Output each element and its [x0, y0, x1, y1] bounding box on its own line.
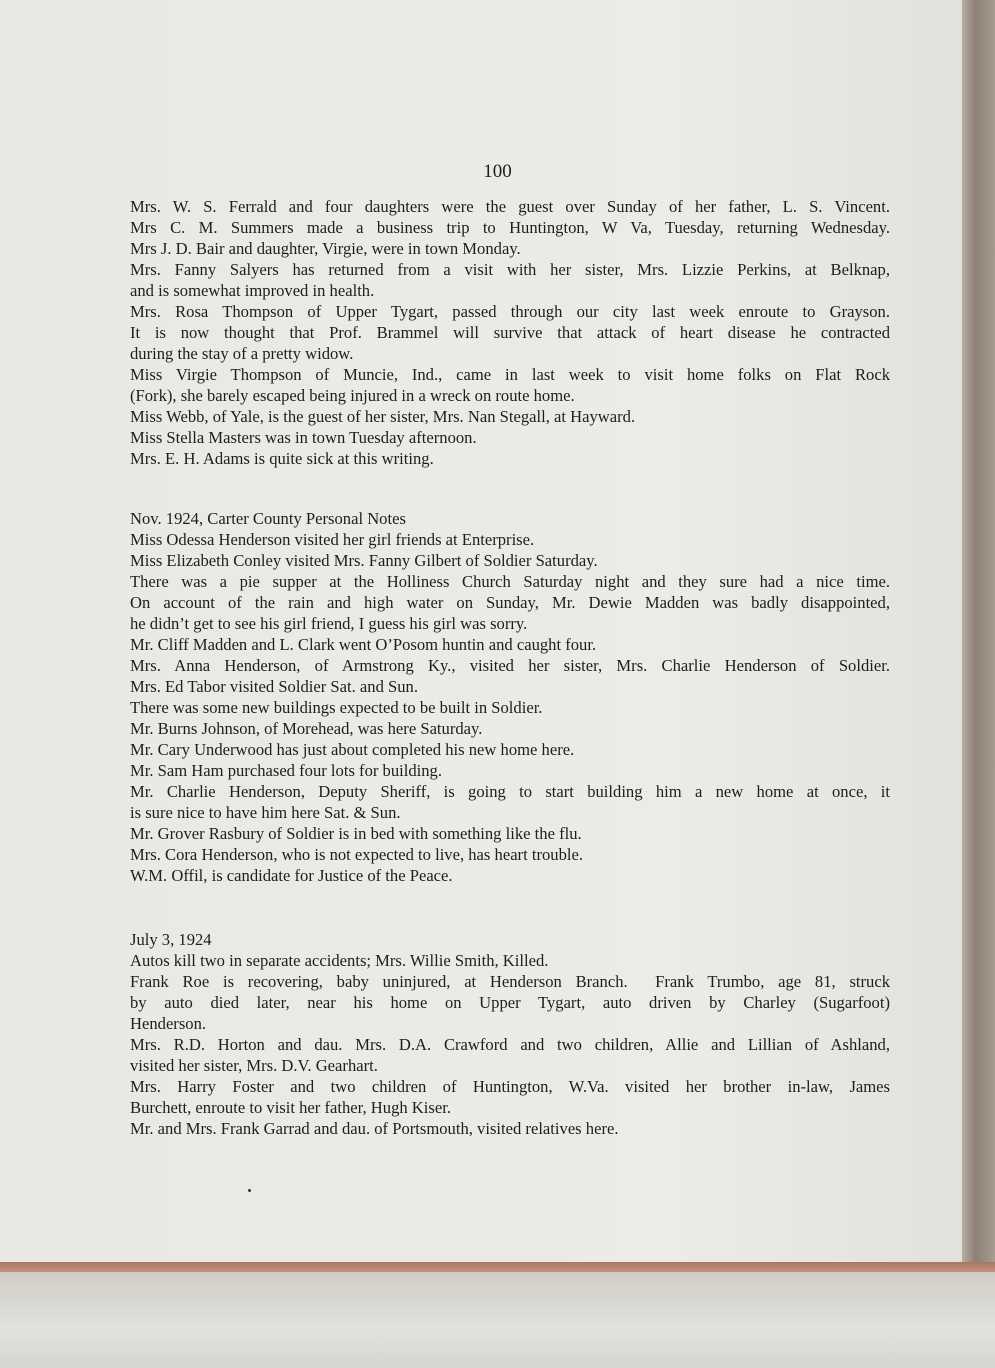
section-heading: July 3, 1924	[130, 930, 212, 949]
text-line: Mrs C. M. Summers made a business trip to Huntington, W Va, Tuesday, returning Wednesday.	[130, 218, 890, 237]
text-line: Henderson.	[130, 1014, 207, 1033]
table-edge	[0, 1262, 995, 1272]
text-line: Mrs. E. H. Adams is quite sick at this writing.	[130, 449, 434, 468]
text-line: Miss Webb, of Yale, is the guest of her sister, Mrs. Nan Stegall, at Hayward.	[130, 407, 636, 426]
text-line: Mrs. R.D. Horton and dau. Mrs. D.A. Crawford and two children, Allie and Lillian of Ashland,	[130, 1035, 890, 1054]
text-line: Mrs. Harry Foster and two children of Huntington, W.Va. visited her brother in-law, James	[130, 1077, 890, 1096]
section-personal-notes	[130, 196, 890, 469]
text-line: W.M. Offil, is candidate for Justice of the Peace.	[130, 866, 453, 885]
text-line: Mrs. Fanny Salyers has returned from a visit with her sister, Mrs. Lizzie Perkins, at Belknap,	[130, 260, 890, 279]
text-line: he didn’t get to see his girl friend, I guess his girl was sorry.	[130, 614, 528, 633]
text-line: visited her sister, Mrs. D.V. Gearhart.	[130, 1056, 378, 1075]
table-surface	[0, 1272, 995, 1368]
text-line: Mrs. Rosa Thompson of Upper Tygart, passed through our city last week enroute to Grayson.	[130, 302, 890, 321]
page-number: 100	[483, 161, 512, 182]
ink-speck	[248, 1189, 251, 1192]
text-line: Mrs. W. S. Ferrald and four daughters were the guest over Sunday of her father, L. S. Vincent.	[130, 197, 890, 216]
text-line: Mr. Burns Johnson, of Morehead, was here Saturday.	[130, 719, 483, 738]
page-edge	[962, 0, 995, 1268]
text-line: Mr. Sam Ham purchased four lots for building.	[130, 761, 443, 780]
text-line: Mr. Charlie Henderson, Deputy Sheriff, is going to start building him a new home at once, it	[130, 782, 890, 801]
text-line: Miss Stella Masters was in town Tuesday afternoon.	[130, 428, 477, 447]
text-line: Miss Elizabeth Conley visited Mrs. Fanny Gilbert of Soldier Saturday.	[130, 551, 598, 570]
text-line: It is now thought that Prof. Brammel will survive that attack of heart disease he contracted	[130, 323, 890, 342]
text-line: by auto died later, near his home on Upper Tygart, auto driven by Charley (Sugarfoot)	[130, 993, 890, 1012]
text-line: Mr. Grover Rasbury of Soldier is in bed with something like the flu.	[130, 824, 582, 843]
text-line: is sure nice to have him here Sat. & Sun.	[130, 803, 401, 822]
section-heading: Nov. 1924, Carter County Personal Notes	[130, 509, 406, 528]
text-line: There was a pie supper at the Holliness Church Saturday night and they sure had a nice time.	[130, 572, 890, 591]
text-line: Mrs J. D. Bair and daughter, Virgie, were in town Monday.	[130, 239, 521, 258]
text-line: Autos kill two in separate accidents; Mrs. Willie Smith, Killed.	[130, 951, 549, 970]
text-line: On account of the rain and high water on Sunday, Mr. Dewie Madden was badly disappointed,	[130, 593, 890, 612]
text-line: Mr. Cliff Madden and L. Clark went O’Posom huntin and caught four.	[130, 635, 597, 654]
text-line: and is somewhat improved in health.	[130, 281, 375, 300]
text-line: There was some new buildings expected to be built in Soldier.	[130, 698, 543, 717]
section-july-1924	[130, 929, 890, 1139]
text-line: Frank Roe is recovering, baby uninjured, at Henderson Branch. Frank Trumbo, age 81, struck	[130, 972, 890, 991]
text-line: during the stay of a pretty widow.	[130, 344, 354, 363]
text-line: Mr. Cary Underwood has just about completed his new home here.	[130, 740, 575, 759]
text-line: Mrs. Ed Tabor visited Soldier Sat. and Sun.	[130, 677, 418, 696]
text-line: Miss Odessa Henderson visited her girl friends at Enterprise.	[130, 530, 535, 549]
text-line: Mr. and Mrs. Frank Garrad and dau. of Portsmouth, visited relatives here.	[130, 1119, 619, 1138]
text-line: Burchett, enroute to visit her father, Hugh Kiser.	[130, 1098, 451, 1117]
text-line: Mrs. Anna Henderson, of Armstrong Ky., visited her sister, Mrs. Charlie Henderson of Soldier.	[130, 656, 890, 675]
text-line: (Fork), she barely escaped being injured in a wreck on route home.	[130, 386, 575, 405]
text-line: Mrs. Cora Henderson, who is not expected to live, has heart trouble.	[130, 845, 583, 864]
text-line: Miss Virgie Thompson of Muncie, Ind., came in last week to visit home folks on Flat Rock	[130, 365, 890, 384]
section-carter-county-notes	[130, 508, 890, 886]
